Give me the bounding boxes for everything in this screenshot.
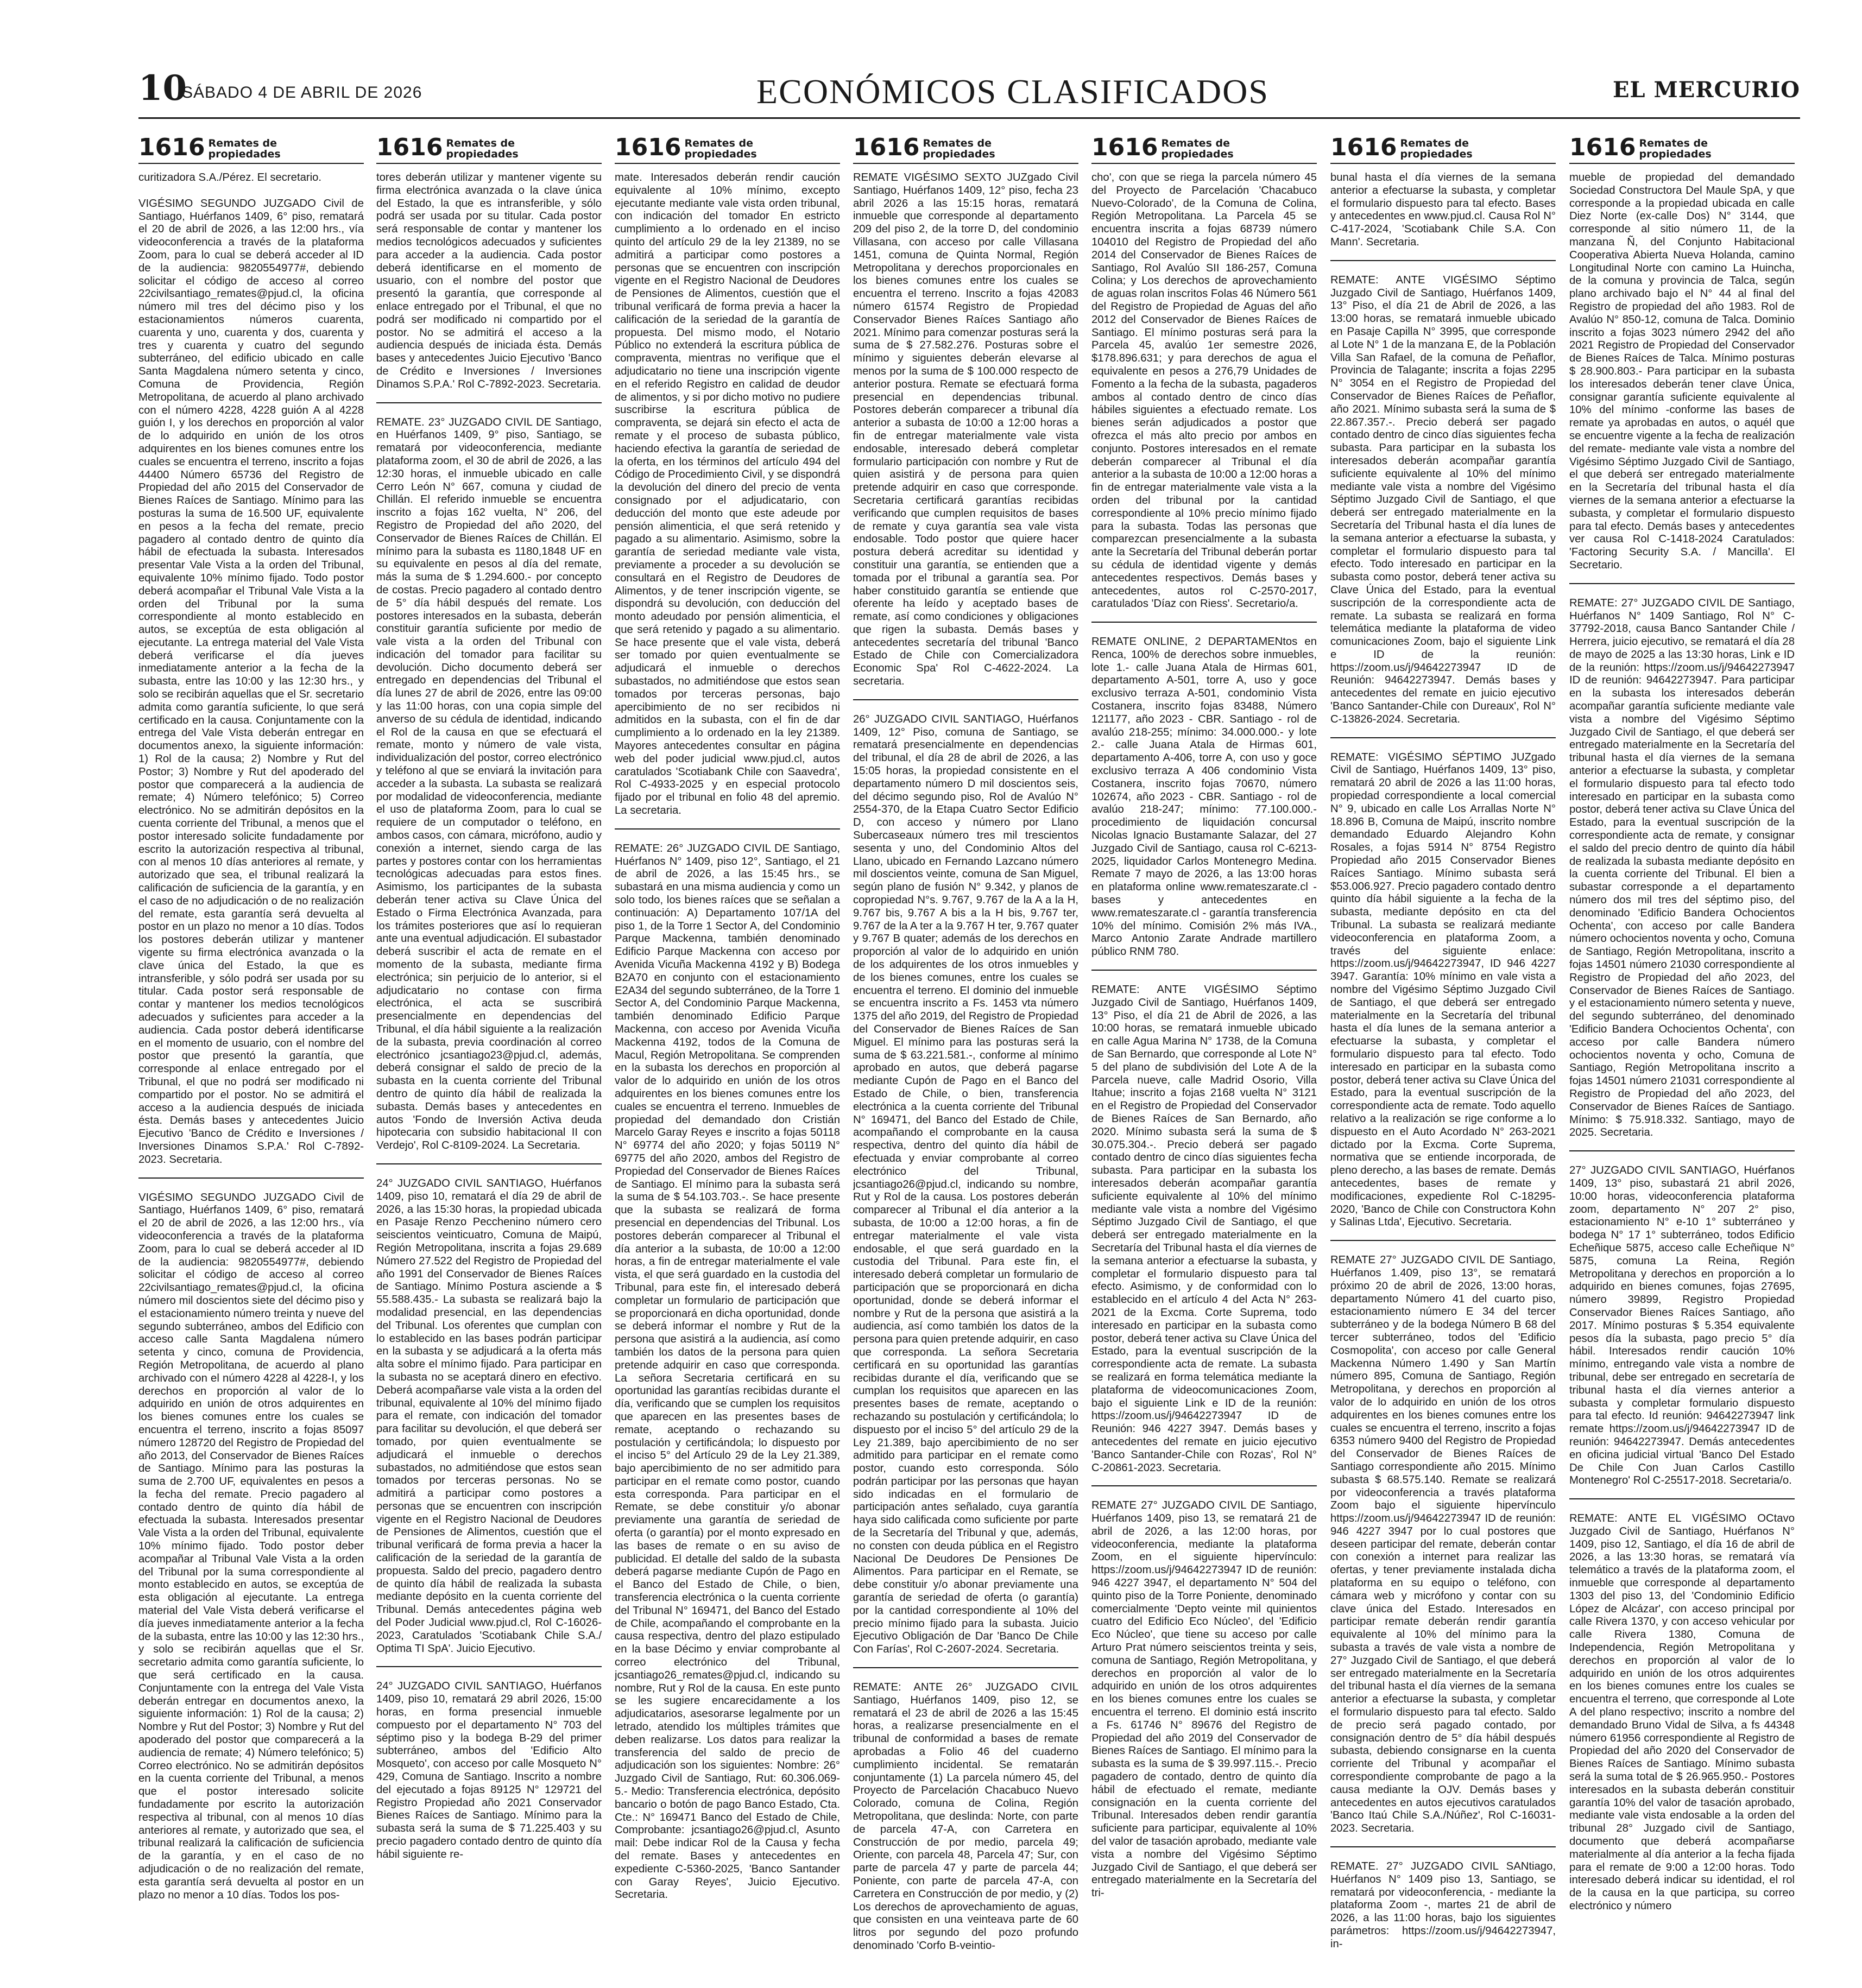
column-header — [138, 126, 364, 164]
column-7 — [1569, 126, 1795, 1974]
column-header — [1091, 126, 1317, 164]
category-name: Remates de propiedades — [1400, 137, 1473, 160]
column-body — [1091, 172, 1317, 1900]
column-5 — [1091, 126, 1317, 1974]
auction-notice: REMATE: 26° JUZGADO CIVIL DE Santiago, Huérfanos N° 1409, piso 12°, Santiago, el 21 de abril de 2026, a las 15:45 hrs., se subastará en una misma audiencia y como un solo todo, los bienes raíces que se señalan a continuación: A) Departamento 107/1A del piso 1, de la Torre 1 Sector A, del Condominio Parque Mackenna, también denominado Edificio Parque Mackenna con acceso por Avenida Vicuña Mackenna 4192 y B) Bodega B2A70 en conjunto con el estacionamiento E2A34 del segundo subterráneo, de la Torre 1 Sector A, del Condominio Parque Mackenna, también denominado Edificio Parque Mackenna, con acceso por Avenida Vicuña Mackenna 4192, todos de la Comuna de Macul, Región Metropolitana. Se comprenden en la subasta los derechos en proporción al valor de lo adquirido en unión de los otros adquirentes en los bienes comunes entre los cuales se encuentra el terreno. Inmuebles de propiedad del demandado don Cristián Marcelo Garay Reyes e inscrito a fojas 50118 N° 69774 del año 2020; y fojas 50119 N° 69775 del año 2020, ambos del Registro de Propiedad del Conservador de Bienes Raíces de Santiago. El mínimo para la subasta será la suma de $ 54.103.703.-. Se hace presente que la subasta se realizará de forma presencial en dependencias del Tribunal. Los postores deberán comparecer al Tribunal el día anterior a la subasta, de 10:00 a 12:00 horas, a fin de entregar materialmente el vale vista, el que será guardado en la custodia del Tribunal, para este fin, el interesado deberá completar un formulario de participación que se proporcionará en dicha oportunidad, donde se deberá informar el nombre y Rut de la persona que asistirá a la audiencia, así como también los datos de la persona para quien pretende adquirir en caso que corresponda. La señora Secretaria certificará en su oportunidad las garantías recibidas durante el día, verificando que se cumplen los requisitos que aparecen en las presentes bases de remate, aceptando o rechazando su postulación y certificándola; lo dispuesto por el inciso 5° del Artículo 29 de la Ley 21.389, bajo apercibimiento de no ser admitido para participar en el remate como postor, cuando esta corresponda. Para participar en el Remate, se debe constituir y/o abonar previamente una garantía de seriedad de oferta (o garantía) por el monto expresado en las bases de remate o en su aviso de publicidad. El detalle del saldo de la subasta deberá pagarse mediante Cupón de Pago en el Banco del Estado de Chile, o bien, transferencia electrónica o la cuenta corriente del Tribunal N° 169471, del Banco del Estado de Chile, acompañando el comprobante en la causa respectiva, dentro del plazo estipulado en la base Décimo y enviar comprobante al correo electrónico del Tribunal, jcsantiago26_remates@pjud.cl, indicando su nombre, Rut y Rol de la causa. En este punto se les sugiere encarecidamente a los adjudicatarios, asesorarse legalmente por un letrado, atendido los múltiples trámites que deben realizarse. Los datos para realizar la transferencia del saldo de precio de adjudicación son los siguientes: Nombre: 26° Juzgado Civil de Santiago, Rut: 60.306.069-5.- Medio: Transferencia electrónica, depósito bancario o botón de pago Banco Estado, Cta. Cte.: N° 169471 Banco del Estado de Chile, Comprobante: jcsantiago26@pjud.cl, Asunto mail: Debe indicar Rol de la Causa y fecha del remate. Bases y antecedentes en expediente C-5360-2025, 'Banco Santander con Garay Reyes', Juicio Ejecutivo. Secretaria. — [615, 842, 840, 1901]
auction-notice: 26° JUZGADO CIVIL SANTIAGO, Huérfanos 1409, 12° Piso, comuna de Santiago, se rematará presencialmente en dependencias del tribunal, el día 28 de abril de 2026, a las 15:05 horas, la propiedad consistente en el departamento número D mil doscientos seis, del décimo segundo piso, Rol de Avalúo N° 2554-370, de la Etapa Cuatro Sector Edificio D, con acceso y número por Llano Subercaseaux número tres mil trescientos sesenta y uno, del Condominio Altos del Llano, ubicado en Fernando Lazcano número mil doscientos veinte, comuna de San Miguel, según plano de fusión N° 9.342, y planos de copropiedad N°s. 9.767, 9.767 de la A a la H, 9.767 bis, 9.767 A bis a la H bis, 9.767 ter, 9.767 de la A ter a la 9.767 H ter, 9.767 quater y 9.767 B quater; además de los derechos en proporción al valor de lo adquirido en unión de los adquirentes de los otros inmuebles y de los bienes comunes, entre los cuales se encuentra el terreno. El dominio del inmueble se encuentra inscrito a Fs. 1453 vta número 1375 del año 2019, del Registro de Propiedad del Conservador de Bienes Raíces de San Miguel. El mínimo para las posturas será la suma de $ 63.221.581.-, conforme al mínimo aprobado en autos, que deberá pagarse mediante Cupón de Pago en el Banco del Estado de Chile, o bien, transferencia electrónica a la cuenta corriente del Tribunal N° 169471, del Banco del Estado de Chile, acompañando el comprobante en la causa respectiva, dentro del quinto día hábil de efectuada y enviar comprobante al correo electrónico del Tribunal, jcsantiago26@pjud.cl, indicando su nombre, Rut y Rol de la causa. Los postores deberán comparecer al Tribunal el día anterior a la subasta, de 10:00 a 12:00 horas, a fin de entregar materialmente el vale vista endosable, el que será guardado en la custodia del Tribunal. Para este fin, el interesado deberá completar un formulario de participación que se proporcionará en dicha oportunidad, donde se deberá informar el nombre y Rut de la persona que asistirá a la audiencia, así como también los datos de la persona para quien pretende adquirir, en caso que corresponda. La señora Secretaria certificará en su oportunidad las garantías recibidas durante el día, verificando que se cumplan los requisitos que aparecen en las presentes bases de remate, aceptando o rechazando su postulación y certificándola; lo dispuesto por el inciso 5° del artículo 29 de la Ley 21.389, bajo apercibimiento de no ser admitido para participar en el remate como postor, cuando esto corresponda. Sólo podrán participar por las personas que hayan sido indicadas en el formulario de participación antes señalado, cuya garantía haya sido calificada como suficiente por parte de la Secretaría del Tribunal y que, además, no consten con deuda pública en el Registro Nacional De Deudores De Pensiones De Alimentos. Para participar en el Remate, se debe constituir y/o abonar previamente una garantía de seriedad de oferta (o garantía) por la cantidad correspondiente al 10% del precio mínimo fijado para la subasta. Juicio Ejecutivo Obligación de Dar 'Banco De Chile Con Farías', Rol C-2607-2024. Secretaria. — [853, 713, 1078, 1656]
page-date: SÁBADO 4 DE ABRIL DE 2026 — [182, 84, 422, 102]
auction-notice: 24° JUZGADO CIVIL SANTIAGO, Huérfanos 1409, piso 10, rematará el día 29 de abril de 2026, a las 15:30 horas, la propiedad ubicada en Pasaje Renzo Pecchenino número cero seiscientos veinticuatro, Comuna de Maipú, Región Metropolitana, inscrita a fojas 29.689 Número 27.522 del Registro de Propiedad del año 1991 del Conservador de Bienes Raíces de Santiago. Mínimo Postura asciende a $ 55.588.435.- La subasta se realizará bajo la modalidad presencial, en las dependencias del Tribunal. Los oferentes que cumplan con lo establecido en las bases podrán participar en la subasta y se adjudicará a la oferta más alta sobre el mínimo fijado. Para participar en la subasta no se aceptará dinero en efectivo. Deberá acompañarse vale vista a la orden del tribunal, equivalente al 10% del mínimo fijado para el remate, con indicación del tomador para facilitar su devolución, el que deberá ser tomado, por quien eventualmente se adjudicará el inmueble o derechos subastados, no admitiéndose que estos sean tomados por terceras personas. No se admitirá a participar como postores a personas que se encuentren con inscripción vigente en el Registro Nacional de Deudores de Pensiones de Alimentos, cuestión que el tribunal verificará de forma previa a hacer la calificación de la seriedad de la garantía de propuesta. Saldo del precio, pagadero dentro de quinto día hábil de realizada la subasta mediante depósito en la cuenta corriente del Tribunal. Demás antecedentes página web del Poder Judicial www.pjud.cl, Rol C-16026-2023, Caratulados 'Scotiabank Chile S.A./ Optima TI SpA'. Juicio Ejecutivo. — [376, 1177, 602, 1655]
auction-notice: REMATE. 27° JUZGADO CIVIL SANtiago, Huérfanos N° 1409 piso 13, Santiago, se rematará por videoconferencia, - mediante la plataforma Zoom -, martes 21 de abril de 2026, a las 11:00 horas, bajo los siguientes parámetros: https://zoom.us/j/94642273947, in- — [1330, 1860, 1556, 1950]
column-6 — [1330, 126, 1556, 1974]
category-name: Remates de propiedades — [1639, 137, 1712, 160]
auction-notice: 24° JUZGADO CIVIL SANTIAGO, Huérfanos 1409, piso 10, rematará 29 abril 2026, 15:00 horas, en forma presencial inmueble compuesto por el departamento N° 703 del séptimo piso y la bodega B-29 del primer subterráneo, ambos del 'Edificio Alto Mosqueto', con acceso por calle Mosqueto N° 429, Comuna de Santiago. Inscrito a nombre del ejecutado a fojas 89125 N° 129721 del Registro Propiedad año 2021 Conservador Bienes Raíces de Santiago. Mínimo para la subasta será la suma de $ 71.225.403 y su precio pagadero contado dentro de quinto día hábil siguiente re- — [376, 1680, 602, 1860]
notice-separator — [1569, 1498, 1795, 1499]
notice-separator — [138, 1177, 364, 1179]
column-4 — [853, 126, 1078, 1974]
category-name: Remates de propiedades — [446, 137, 519, 160]
notice-separator — [376, 1163, 602, 1164]
auction-notice: cho', con que se riega la parcela número 45 del Proyecto de Parcelación 'Chacabuco Nuevo-Colorado', de la Comuna de Colina, Región Metropolitana. La Parcela 45 se encuentra inscrita a fojas 68739 número 104010 del Registro de Propiedad del año 2014 del Conservador de Bienes Raíces de Santiago, Rol Avalúo SII 186-257, Comuna Colina; y Los derechos de aprovechamiento de aguas rolan inscritos Folas 46 Número 561 del Registro de Propiedad de Aguas del año 2012 del Conservador de Bienes Raíces de Santiago. El mínimo posturas será para la Parcela 45, avalúo 1er semestre 2026, $178.896.631; y para derechos de agua el equivalente en pesos a 276,79 Unidades de Fomento a la fecha de la subasta, pagaderos ambos al contado dentro de cinco días hábiles siguientes a efectuado remate. Los bienes serán adjudicados a postor que ofrezca el más alto precio por ambos en conjunto. Postores interesados en el remate deberán comparecer al Tribunal el día anterior a la subasta de 10:00 a 12:00 horas a fin de entregar materialmente vale vista a la orden del tribunal por la cantidad correspondiente al 10% precio mínimo fijado para la subasta. Todas las personas que comparezcan presencialmente a la subasta ante la Secretaría del Tribunal deberán portar su cédula de identidad vigente y demás antecedentes respectivos. Demás bases y antecedentes, autos rol C-2570-2017, caratulados 'Díaz con Riess'. Secretario/a. — [1091, 172, 1317, 610]
column-header — [853, 126, 1078, 164]
notice-separator — [1091, 1485, 1317, 1486]
column-body — [138, 172, 364, 1902]
auction-notice: bunal hasta el día viernes de la semana anterior a efectuarse la subasta, y completar el formulario dispuesto para tal efecto. Bases y antecedentes en www.pjud.cl. Causa Rol N° C-417-2024, 'Scotiabank Chile S.A. Con Mann'. Secretaria. — [1330, 172, 1556, 248]
auction-notice: mate. Interesados deberán rendir caución equivalente al 10% mínimo, excepto ejecutante mediante vale vista orden tribunal, con indicación del tomador En estricto cumplimiento a lo ordenado en el inciso quinto del artículo 29 de la ley 21389, no se admitirá a participar como postores a personas que se encuentren con inscripción vigente en el Registro Nacional de Deudores de Pensiones de Alimentos, cuestión que el tribunal verificará de forma previa a hacer la calificación de la seriedad de la garantía de propuesta. Del mismo modo, el Notario Público no extenderá la escritura pública de compraventa, mientras no verifique que el adjudicatario no tiene una inscripción vigente en el referido Registro en calidad de deudor de alimentos, y si por dicho motivo no pudiere suscribirse la escritura pública de compraventa, se dejará sin efecto el acta de remate y el proceso de subasta público, haciendo efectiva la garantía de seriedad de la oferta, en los términos del artículo 494 del Código de Procedimiento Civil, y se dispondrá la devolución del dinero del precio de venta consignado por el adjudicatario, con deducción del monto que este adeude por pensión alimenticia, el que será retenido y pagado a su alimentario. Asimismo, sobre la garantía de seriedad mediante vale vista, previamente a proceder a su devolución se consultará en el Registro de Deudores de Alimentos, y de tener inscripción vigente, se dispondrá su devolución, con deducción del monto adeudado por pensión alimenticia, el que será retenido y pagado a su alimentario. Se hace presente que el vale vista, deberá ser tomado por quien eventualmente se adjudicará el inmueble o derechos subastados, no admitiéndose que estos sean tomados por terceras personas, bajo apercibimiento de no ser recibidos ni admitidos en la subasta, con el fin de dar cumplimiento a lo ordenado en la ley 21389. Mayores antecedentes consultar en página web del poder judicial www.pjud.cl, autos caratulados 'Scotiabank Chile con Saavedra', Rol C-4933-2025 y en especial protocolo fijado por el tribunal en folio 48 del apremio. La secretaria. — [615, 172, 840, 817]
auction-notice: REMATE 27° JUZGADO CIVIL DE Santiago, Huérfanos 1.409, piso 13°, se rematará próximo 20 de abril de 2026, 13:00 horas, departamento Número 41 del cuarto piso, estacionamiento número E 34 del tercer subterráneo y de la bodega Número B 68 del tercer subterráneo, todos del 'Edificio Cosmopolita', con acceso por calle General Mackenna Número 1.490 y San Martín número 895, Comuna de Santiago, Región Metropolitana, y derechos en proporción al valor de lo adquirido en unión de los otros adquirentes en los bienes comunes entre los cuales se encuentra el terreno, inscrito a fojas 6353 número 9400 del Registro de Propiedad del Conservador de Bienes Raíces de Santiago correspondiente año 2015. Mínimo subasta $ 68.575.140. Remate se realizará por videoconferencia a través plataforma Zoom bajo el siguiente hipervínculo https://zoom.us/j/94642273947 ID de reunión: 946 4227 3947 por lo cual postores que deseen participar del remate, deberán contar con conexión a internet para realizar las ofertas, y tener previamente instalada dicha plataforma en su equipo o teléfono, con cámara web y micrófono y contar con su clave única del Estado. Interesados en participar remate deberán rendir garantía equivalente al 10% del mínimo para la subasta a través de vale vista a nombre de 27° Juzgado Civil de Santiago, el que deberá ser entregado materialmente en la Secretaría del tribunal hasta el día viernes de la semana anterior a efectuarse la subasta, y completar el formulario dispuesto para tal efecto. Saldo de precio será pagado contado, por consignación dentro de 5° día hábil después subasta, debiendo consignarse en la cuenta corriente del Tribunal y acompañar el correspondiente comprobante de pago a la causa mediante la OJV. Demás bases y antecedentes en autos ejecutivos caratulados 'Banco Itaú Chile S.A./Núñez', Rol C-16031-2023. Secretaria. — [1330, 1254, 1556, 1835]
category-name: Remates de propiedades — [923, 137, 995, 160]
column-header — [376, 126, 602, 164]
column-header — [615, 126, 840, 164]
auction-notice: REMATE: ANTE 26° JUZGADO CIVIL Santiago, Huérfanos 1409, piso 12, se rematará el 23 de abril de 2026 a las 15:45 horas, a realizarse presencialmente en el tribunal de conformidad a bases de remate aprobadas a Folio 46 del cuaderno cumplimiento incidental. Se rematarán conjuntamente (1) La parcela número 45, del Proyecto de Parcelación Chacabuco Nuevo Colorado, comuna de Colina, Región Metropolitana, que deslinda: Norte, con parte de parcela 47-A, con Carretera en Construcción de por medio, parcela 49; Oriente, con parcela 48, Parcela 47; Sur, con parte de parcela 47 y parte de parcela 44; Poniente, con parte de parcela 47-A, con Carretera en Construcción de por medio, y (2) Los derechos de aprovechamiento de aguas, que consisten en una veinteava parte de 60 litros por segundo del pozo profundo denominado 'Corfo B-veintio- — [853, 1681, 1078, 1952]
auction-notice: REMATE ONLINE, 2 DEPARTAMENtos en Renca, 100% de derechos sobre inmuebles, lote 1.- calle Juana Atala de Hirmas 601, departamento A-501, torre A, uso y goce exclusivo terraza A-501, condominio Vista Costanera, inscrito fojas 83488, Número 121177, año 2023 - CBR. Santiago - rol de avalúo 218-255; mínimo: 34.000.000.- y lote 2.- calle Juana Atala de Hirmas 601, departamento A-406, torre A, con uso y goce exclusivo terraza A 406 condominio Vista Costanera, inscrito fojas 70670, número 102674, año 2023 - CBR. Santiago - rol de avalúo 218-247; mínimo: 77.100.000.- procedimiento de liquidación concursal Nicolas Ignacio Bustamante Salazar, del 27 Juzgado Civil de Santiago, causa rol C-6213-2025, liquidador Carlos Montenegro Medina. Remate 7 mayo de 2026, a las 13:00 horas en plataforma online www.remateszarate.cl - bases y antecedentes en www.remateszarate.cl - garantía transferencia 10% del mínimo. Comisión 2% más IVA., Marco Antonio Zarate Andrade martillero público RNM 780. — [1091, 636, 1317, 958]
notice-separator — [615, 828, 840, 830]
auction-notice: REMATE: ANTE VIGÉSIMO Séptimo Juzgado Civil de Santiago, Huérfanos 1409, 13° Piso, el día 21 de Abril de 2026, a las 13:00 horas, se rematará inmueble ubicado en Pasaje Capilla N° 3995, que corresponde al Lote N° 1 de la manzana E, de la Población Villa San Rafael, de la comuna de Peñaflor, Provincia de Talagante; inscrita a fojas 2295 N° 3054 en el Registro de Propiedad del Conservador de Bienes Raíces de Peñaflor, año 2021. Mínimo subasta será la suma de $ 22.867.357.-. Precio deberá ser pagado contado dentro de cinco días siguientes fecha subasta. Para participar en la subasta los interesados deberán acompañar garantía suficiente equivalente al 10% del mínimo mediante vale vista a nombre del Vigésimo Séptimo Juzgado Civil de Santiago, el que deberá ser entregado materialmente en la Secretaría del Tribunal hasta el día lunes de la semana anterior a efectuarse la subasta, y completar el formulario dispuesto para tal efecto. Todo interesado en participar en la subasta como postor, deberá tener activa su Clave Única del Estado, para la eventual suscripción de la correspondiente acta de remate. La subasta se realizará en forma telemática mediante la plataforma de video comunicaciones Zoom, bajo el siguiente Link e ID de la reunión: https://zoom.us/j/94642273947 ID de Reunión: 94642273947. Demás bases y antecedentes del remate en juicio ejecutivo 'Banco Santander-Chile con Dureaux', Rol N° C-13826-2024. Secretaria. — [1330, 274, 1556, 725]
column-header — [1569, 126, 1795, 164]
category-code: 1616 — [1091, 134, 1158, 161]
auction-notice: REMATE: ANTE EL VIGÉSIMO OCtavo Juzgado Civil de Santiago, Huérfanos N° 1409, piso 12, Santiago, el día 16 de abril de 2026, a las 13:30 horas, se rematará vía telemático a través de la plataforma zoom, el inmueble que corresponde al departamento 1303 del piso 13, del 'Condominio Edificio López de Alcázar', con acceso principal por calle Rivera 1370, y con acceso vehicular por calle Rivera 1380, Comuna de Independencia, Región Metropolitana y derechos en proporción al valor de lo adquirido en unión de los otros adquirentes en los bienes comunes entre los cuales se encuentra el terreno, que corresponde al Lote A del plano respectivo; inscrito a nombre del demandado Bruno Vidal de Silva, a fs 44348 número 61956 correspondiente al Registro de Propiedad del año 2020 del Conservador de Bienes Raíces de Santiago. Mínimo subasta será la suma total de $ 26.965.950.- Postores interesados en la subasta deberán constituir garantía 10% del valor de tasación aprobado, mediante vale vista endosable a la orden del tribunal 28° Juzgado civil de Santiago, documento que deberá acompañarse materialmente al día anterior a la fecha fijada para el remate de 9:00 a 12:00 horas. Todo interesado deberá indicar su identidad, el rol de la causa en la que participa, su correo electrónico y número — [1569, 1512, 1795, 1912]
column-1 — [138, 126, 364, 1974]
notice-separator — [1330, 1240, 1556, 1241]
category-code: 1616 — [138, 134, 205, 161]
spacer — [138, 185, 364, 198]
auction-notice: 27° JUZGADO CIVIL SANTIAGO, Huérfanos 1409, 13° piso, subastará 21 abril 2026, 10:00 horas, videoconferencia plataforma zoom, departamento N° 207 2° piso, estacionamiento N° e-10 1° subterráneo y bodega N° 17 1° subterráneo, todos Edificio Echeñique 5875, acceso calle Echeñique N° 5875, comuna La Reina, Región Metropolitana y derechos en proporción a lo adquirido en bienes comunes, fojas 27695, número 39899, Registro Propiedad Conservador Bienes Raíces Santiago, año 2017. Mínimo posturas $ 5.354 equivalente pesos día la subasta, pago precio 5° día hábil. Interesados rendir caución 10% mínimo, entregando vale vista a nombre de tribunal, debe ser entregado en secretaría de tribunal hasta el día viernes anterior a subasta y completar formulario dispuesto para tal efecto. Id reunión: 94642273947 link remate https://zoom.us/j/94642273947 ID de reunión: 94642273947. Demás antecedentes en oficina judicial virtual 'Banco Del Estado De Chile Con Juan Carlos Castillo Montenegro' Rol C-25517-2018. Secretaria/o. — [1569, 1164, 1795, 1487]
column-2 — [376, 126, 602, 1974]
notice-separator — [1330, 1846, 1556, 1847]
category-code: 1616 — [376, 134, 443, 161]
masthead — [138, 69, 1800, 113]
category-code: 1616 — [615, 134, 681, 161]
auction-notice: VIGÉSIMO SEGUNDO JUZGADO Civil de Santiago, Huérfanos 1409, 6° piso, rematará el 20 de abril de 2026, a las 12:00 hrs., vía videoconferencia a través de la plataforma Zoom, para lo cual se deberá acceder al ID de la audiencia: 9820554977#, debiendo solicitar el código de acceso al correo 22civilsantiago_remates@pjud.cl, la oficina número mil tres del décimo piso y los estacionamientos números cuarenta, cuarenta y uno, cuarenta y dos, cuarenta y tres y cuarenta y cuatro del segundo subterráneo, del edificio ubicado en calle Santa Magdalena número setenta y cinco, Comuna de Providencia, Región Metropolitana, de acuerdo al plano archivado con el número 4228, 4228 guión A al 4228 guión I, y los derechos en proporción al valor de lo adquirido en unión de los otros adquirentes en los bienes comunes entre los cuales se encuentra el terreno, inscrito a fojas 44400 Número 65736 del Registro de Propiedad del año 2015 del Conservador de Bienes Raíces de Santiago. Mínimo para las posturas la suma de 16.500 UF, equivalente en pesos a la fecha del remate, precio pagadero al contado dentro de quinto día hábil de efectuada la subasta. Interesados presentar Vale Vista a la orden del Tribunal, equivalente 10% mínimo fijado. Todo postor deberá acompañar el Tribunal Vale Vista a la orden del Tribunal por la suma correspondiente al monto establecido en autos, se exceptúa de esta obligación al ejecutante. La entrega material del Vale Vista deberá verificarse el día jueves inmediatamente anterior a la fecha de la subasta, entre las 10:00 y las 12:30 hrs., y solo se recibirán aquellas que el Sr. secretario admita como garantía suficiente, lo que será certificado en la causa. Conjuntamente con la entrega del Vale Vista deberán entregar en documentos anexo, la siguiente información: 1) Rol de la causa; 2) Nombre y Rut del Postor; 3) Nombre y Rut del apoderado del postor que comparecerá a la audiencia de remate; 4) Número telefónico; 5) Correo electrónico. No se admitirán depósitos en la cuenta corriente del Tribunal, a menos que el postor interesado solicite fundadamente por escrito la autorización respectiva al tribunal, con al menos 10 días anteriores al remate, y autorizado que sea, el tribunal realizará la calificación de suficiencia de la garantía, y en el caso de no adjudicación o de no realización del remate, esta garantía será devuelta al postor en un plazo no menor a 10 días. Todos los postores deberán utilizar y mantener vigente su firma electrónica avanzada o la clave única del Estado, la que es intransferible, y sólo podrá ser usada por su titular. Cada postor será responsable de contar y mantener los medios tecnológicos adecuados y suficientes para acceder a la audiencia. Cada postor deberá identificarse en el momento de usuario, con el nombre del postor que presentó la garantía, que corresponde al enlace entregado por el Tribunal, el que no podrá ser modificado ni compartido por el postor. No se admitirá el acceso a la audiencia después de iniciada ésta. Demás bases y antecedentes Juicio Ejecutivo 'Banco de Crédito e Inversiones / Inversiones Dinamos S.P.A.' Rol C-7892-2023. Secretaria. — [138, 197, 364, 1166]
newspaper-logo: EL MERCURIO — [1612, 77, 1800, 103]
column-header — [1330, 126, 1556, 164]
notice-separator — [1569, 1150, 1795, 1151]
category-code: 1616 — [853, 134, 920, 161]
notice-separator — [853, 699, 1078, 700]
column-3 — [615, 126, 840, 1974]
column-body — [376, 172, 602, 1862]
auction-notice: REMATE 27° JUZGADO CIVIL DE Santiago, Huérfanos 1409, piso 13, se rematará 21 de abril de 2026, a las 12:00 horas, por videoconferencia, mediante la plataforma Zoom, en el siguiente hipervínculo: https://zoom.us/j/94642273947 ID de reunión: 946 4227 3947, el departamento N° 504 del quinto piso de la Torre Poniente, denominado comercialmente 'Depto veinte mil quinientos cuatro del Edificio Eco Núcleo', del 'Edificio Eco Núcleo', que tiene su acceso por calle Arturo Prat número seiscientos treinta y seis, comuna de Santiago, Región Metropolitana, y derechos en proporción al valor de lo adquirido en unión de los otros adquirentes en los bienes comunes entre los cuales se encuentra el terreno. El dominio está inscrito a Fs. 61746 N° 89676 del Registro de Propiedad del año 2019 del Conservador de Bienes Raíces de Santiago. El mínimo para la subasta es la suma de $ 39.997.115.-. Precio pagadero de contado, dentro de quinto día hábil de efectuado el remate, mediante consignación en la cuenta corriente del Tribunal. Interesados deben rendir garantía suficiente para participar, equivalente al 10% del valor de tasación aprobado, mediante vale vista a nombre del Vigésimo Séptimo Juzgado Civil de Santiago, el que deberá ser entregado materialmente en la Secretaría del tri- — [1091, 1499, 1317, 1900]
category-code: 1616 — [1569, 134, 1636, 161]
notice-separator — [1330, 737, 1556, 738]
auction-notice: tores deberán utilizar y mantener vigente su firma electrónica avanzada o la clave única del Estado, la que es intransferible, y sólo podrá ser usada por su titular. Cada postor será responsable de contar y mantener los medios tecnológicos adecuados y suficientes para acceder a la audiencia. Cada postor deberá identificarse en el momento de usuario, con el nombre del postor que presentó la garantía, que corresponde al enlace entregado por el Tribunal, el que no podrá ser modificado ni compartido por el postor. No se admitirá el acceso a la audiencia después de iniciada ésta. Demás bases y antecedentes Juicio Ejecutivo 'Banco de Crédito e Inversiones / Inversiones Dinamos S.P.A.' Rol C-7892-2023. Secretaria. — [376, 172, 602, 390]
category-name: Remates de propiedades — [1161, 137, 1234, 160]
notice-separator — [1091, 622, 1317, 623]
notice-separator — [376, 402, 602, 403]
auction-notice: REMATE: ANTE VIGÉSIMO Séptimo Juzgado Civil de Santiago, Huérfanos 1409, 13° Piso, el día 21 de Abril de 2026, a las 10:00 horas, se rematará inmueble ubicado en calle Agua Marina N° 1738, de la Comuna de San Bernardo, que corresponde al Lote N° 5 del plano de subdivisión del Lote A de la Parcela nueve, calle Madrid Osorio, Villa Itahue; inscrito a fojas 2168 vuelta N° 3121 en el Registro de Propiedad del Conservador de Bienes Raíces de San Bernardo, año 2020. Mínimo subasta será la suma de $ 30.075.304.-. Precio deberá ser pagado contado dentro de cinco días siguientes fecha subasta. Para participar en la subasta los interesados deberán acompañar garantía suficiente equivalente al 10% del mínimo mediante vale vista a nombre del Vigésimo Séptimo Juzgado Civil de Santiago, el que deberá ser entregado materialmente en la Secretaría del Tribunal hasta el día viernes de la semana anterior a efectuarse la subasta, y completar el formulario dispuesto para tal efecto. Asimismo, y de conformidad con lo establecido en el artículo 4 del Acta N° 263-2021 de la Excma. Corte Suprema, todo interesado en participar en la subasta como postor, deberá tener activa su Clave Única del Estado, para la eventual suscripción de la correspondiente acta de remate. La subasta se realizará en forma telemática mediante la plataforma de videocomunicaciones Zoom, bajo el siguiente Link e ID de la reunión: https://zoom.us/j/94642273947 ID de Reunión: 946 4227 3947. Demás bases y antecedentes del remate en juicio ejecutivo 'Banco Santander-Chile con Rozas', Rol N° C-20861-2023. Secretaria. — [1091, 984, 1317, 1474]
column-body — [853, 172, 1078, 1953]
auction-notice: REMATE VIGÉSIMO SEXTO JUZgado Civil Santiago, Huérfanos 1409, 12° piso, fecha 23 abril 2026 a las 15:15 horas, rematará inmueble que corresponde al departamento 209 del piso 2, de la torre D, del condominio Villasana, con acceso por calle Villasana 1451, comuna de Quinta Normal, Región Metropolitana y derechos proporcionales en los bienes comunes entre los cuales se encuentra el terreno. Inscrito a fojas 42083 número 61574 Registro de Propiedad Conservador Bienes Raíces Santiago año 2021. Mínimo para comenzar posturas será la suma de $ 27.582.276. Posturas sobre el mínimo y siguientes deberán elevarse al menos por la suma de $ 100.000 respecto de anterior postura. Remate se efectuará forma presencial en dependencias tribunal. Postores deberán comparecer a tribunal día anterior a subasta de 10:00 a 12:00 horas a fin de entregar materialmente vale vista endosable, interesado deberá completar formulario participación con nombre y Rut de quien asistirá y de persona para quien pretende adquirir en caso que corresponde. Secretaria certificará garantías recibidas verificando que cumplen requisitos de bases de remate y cuya garantía sea vale vista endosable. Todo postor que quiere hacer postura deberá acreditar su identidad y constituir una garantía, se entienden que a tomada por el tribunal a garantía sea. Por haber constituido garantía se entiende que oferente ha leído y aceptado bases de remate, así como condiciones y obligaciones que rigen la subasta. Demás bases y antecedentes secretaría del tribunal 'Banco Estado de Chile con Comercializadora Economic Spa' Rol C-4622-2024. La secretaria. — [853, 172, 1078, 688]
category-code: 1616 — [1330, 134, 1397, 161]
notice-separator — [376, 1666, 602, 1667]
auction-notice: REMATE. 23° JUZGADO CIVIL DE Santiago, en Huérfanos 1409, 9° piso, Santiago, se rematará por videoconferencia, mediante plataforma zoom, el 30 de abril de 2026, a las 12:30 horas, el inmueble ubicado en calle Cerro León N° 667, comuna y ciudad de Chillán. El referido inmueble se encuentra inscrito a fojas 162 vuelta, N° 206, del Registro de Propiedad del año 2020, del Conservador de Bienes Raíces de Chillán. El mínimo para la subasta es 1180,1848 UF en su equivalente en pesos al día del remate, más la suma de $ 1.294.600.- por concepto de costas. Precio pagadero al contado dentro de 5° día hábil después del remate. Los postores interesados en la subasta, deberán constituir garantía suficiente por medio de vale vista a la orden del Tribunal con indicación del tomador para facilitar su devolución. Dicho documento deberá ser entregado en dependencias del Tribunal el día lunes 27 de abril de 2026, entre las 09:00 y las 11:00 horas, con una copia simple del anverso de su cédula de identidad, indicando el Rol de la causa en que se efectuará el remate, monto y número de vale vista, individualización del postor, correo electrónico y teléfono al que se enviará la invitación para acceder a la subasta. La subasta se realizará por modalidad de videoconferencia, mediante el uso de plataforma Zoom, para lo cual se requiere de un computador o teléfono, en ambos casos, con cámara, micrófono, audio y conexión a internet, siendo carga de las partes y postores contar con los herramientas tecnológicas adecuadas para estos fines. Asimismo, los participantes de la subasta deberán tener activa su Clave Única del Estado o Firma Electrónica Avanzada, para los trámites posteriores que así lo requieran ante una eventual adjudicación. El subastador deberá suscribir el acta de remate en el momento de la subasta, mediante firma electrónica; sin perjuicio de lo anterior, si el adjudicatario no contase con firma electrónica, el acta se suscribirá presencialmente en dependencias del Tribunal, el día hábil siguiente a la realización de la subasta, previa coordinación al correo electrónico jcsantiago23@pjud.cl, además, deberá consignar el saldo de precio de la subasta en la cuenta corriente del Tribunal dentro de quinto día hábil de realizada la subasta. Demás bases y antecedentes en autos 'Fondo de Inversión Activa deuda hipotecaria con subsidio habitacional II con Verdejo', Rol C-8109-2024. La Secretaria. — [376, 416, 602, 1152]
page-number: 10 — [138, 68, 187, 109]
auction-notice: REMATE: VIGÉSIMO SÉPTIMO JUZgado Civil de Santiago, Huérfanos 1409, 13° piso, rematará 20 abril de 2026 a las 11:00 horas, propiedad correspondiente a local comercial N° 9, ubicado en calle Los Arrallas Norte N° 18.896 B, Comuna de Maipú, inscrito nombre demandado Eduardo Alejandro Kohn Rosales, a fojas 5914 N° 8754 Registro Propiedad año 2015 Conservador Bienes Raíces Santiago. Mínimo subasta será $53.006.927. Precio pagadero contado dentro quinto día hábil siguiente a la fecha de la subasta, mediante depósito en cta del Tribunal. La subasta se realizará mediante videoconferencia en plataforma Zoom, a través del siguiente enlace: https://zoom.us/j/94642273947, ID 946 4227 3947. Garantía: 10% mínimo en vale vista a nombre del Vigésimo Séptimo Juzgado Civil de Santiago, el que deberá ser entregado materialmente en la Secretaría del tribunal hasta el día lunes de la semana anterior a efectuarse la subasta, y completar el formulario dispuesto para tal efecto. Todo interesado en participar en la subasta como postor, deberá tener activa su Clave Única del Estado, para la eventual suscripción de la correspondiente acta de remate. Todo aquello relativo a la realización se rige conforme a lo dispuesto en el Auto Acordado N° 263-2021 dictado por la Excma. Corte Suprema, normativa que se entiende incorporada, de pleno derecho, a las bases de remate. Demás antecedentes, bases de remate y modificaciones, expediente Rol C-18295-2020, 'Banco de Chile con Constructora Kohn y Salinas Ltda', Ejecutivo. Secretaria. — [1330, 751, 1556, 1229]
notice-separator — [1569, 583, 1795, 584]
auction-notice: REMATE: 27° JUZGADO CIVIL DE Santiago, Huérfanos N° 1409 Santiago, Rol N° C-37792-2018, causa Banco Santander Chile / Herrera, juicio ejecutivo, se rematará el día 28 de mayo de 2025 a las 13:30 horas, Link e ID de la reunión: https://zoom.us/j/94642273947 ID de reunión: 94642273947. Para participar en la subasta los interesados deberán acompañar garantía suficiente mediante vale vista a nombre del Vigésimo Séptimo Juzgado Civil de Santiago, el que deberá ser entregado materialmente en la Secretaría del tribunal hasta el día viernes de la semana anterior a efectuarse la subasta, y completar el formulario dispuesto para tal efecto todo interesado en participar en la subasta como postor, deberá tener activa su Clave Única del Estado, para la eventual suscripción de la correspondiente acta de remate, y consignar el saldo del precio dentro de quinto día hábil de realizada la subasta mediante depósito en la cuenta corriente del Tribunal. El bien a subastar corresponde a el departamento número dos mil tres del séptimo piso, del denominado 'Edificio Bandera Ochocientos Ochenta', con acceso por calle Bandera número ochocientos noventa y ocho, Comuna de Santiago, Región Metropolitana, inscrito a fojas 14501 número 21030 correspondiente al Registro de Propiedad del año 2023, del Conservador de Bienes Raíces de Santiago. y el estacionamiento número setenta y nueve, del segundo subterráneo, del denominado 'Edificio Bandera Ochocientos Ochenta', con acceso por calle Bandera número ochocientos noventa y ocho, Comuna de Santiago, Región Metropolitana inscrito a fojas 14501 número 21031 correspondiente al Registro de Propiedad del año 2023, del Conservador de Bienes Raíces de Santiago. Mínimo: $ 75.918.332. Santiago, mayo de 2025. Secretaria. — [1569, 597, 1795, 1139]
notice-separator — [1330, 260, 1556, 261]
category-name: Remates de propiedades — [208, 137, 281, 160]
category-name: Remates de propiedades — [684, 137, 757, 160]
auction-notice: mueble de propiedad del demandado Sociedad Constructora Del Maule SpA, y que corresponde a la propiedad ubicada en calle Diez Norte (ex-calle Dos) N° 3144, que corresponde al sitio número 11, de la manzana Ñ, del Conjunto Habitacional Cooperativa Abierta Nueva Holanda, camino Longitudinal Norte con camino La Huincha, de la comuna y provincia de Talca, según plano archivado bajo el N° 44 al final del Registro de propiedad del año 1983. Rol de Avalúo N° 850-12, comuna de Talca. Dominio inscrito a fojas 3023 número 2942 del año 2021 Registro de Propiedad del Conservador de Bienes Raíces de Talca. Mínimo posturas $ 28.900.803.- Para participar en la subasta los interesados deberán tener clave Única, consignar garantía suficiente equivalente al 10% del mínimo -conforme las bases de remate ya aprobadas en autos, o aquél que se encuentre vigente a la fecha de realización del remate- mediante vale vista a nombre del Vigésimo Séptimo Juzgado Civil de Santiago, el que deberá ser entregado materialmente en la Secretaría del tribunal hasta el día viernes de la semana anterior a efectuarse la subasta, y completar el formulario dispuesto para tal efecto. Demás bases y antecedentes ver causa Rol C-1418-2024 Caratulados: 'Factoring Security S.A. / Mancilla'. El Secretario. — [1569, 172, 1795, 571]
masthead-rule — [138, 117, 1800, 119]
auction-notice: curitizadora S.A./Pérez. El secretario. — [138, 172, 322, 183]
notice-separator — [1091, 970, 1317, 971]
column-body — [615, 172, 840, 1902]
auction-notice: VIGÉSIMO SEGUNDO JUZGADO Civil de Santiago, Huérfanos 1409, 6° piso, rematará el 20 de abril de 2026, a las 12:00 hrs., vía videoconferencia a través de la plataforma Zoom, para lo cual se deberá acceder al ID de la audiencia: 9820554977#, debiendo solicitar el código de acceso al correo 22civilsantiago_remates@pjud.cl, la oficina número mil doscientos siete del décimo piso y el estacionamiento número treinta y nueve del segundo subterráneo, ambos del Edificio con acceso calle Santa Magdalena número setenta y cinco, comuna de Providencia, Región Metropolitana, de acuerdo al plano archivado con el número 4228 al 4228-I, y los derechos en proporción al valor de lo adquirido en unión de otros adquirentes en los bienes comunes entre los cuales se encuentra el terreno, inscrito a fojas 85097 número 128720 del Registro de Propiedad del año 2013, del Conservador de Bienes Raíces de Santiago. Mínimo para las posturas la suma de 2.700 UF, equivalentes en pesos a la fecha del remate. Precio pagadero al contado dentro de quinto día hábil de efectuada la subasta. Interesados presentar Vale Vista a la orden del Tribunal, equivalente 10% mínimo fijado. Todo postor deber acompañar al Tribunal Vale Vista a la orden del Tribunal por la suma correspondiente al monto establecido en autos, se exceptúa de esta obligación al ejecutante. La entrega material del Vale Vista deberá verificarse el día jueves inmediatamente anterior a la fecha de la subasta, entre las 10:00 y las 12:30 hrs., y solo se recibirán aquellas que el Sr. secretario admita como garantía suficiente, lo que será certificado en la causa. Conjuntamente con la entrega del Vale Vista deberán entregar en documentos anexo, la siguiente información: 1) Rol de la causa; 2) Nombre y Rut del Postor; 3) Nombre y Rut del apoderado del postor que comparecerá a la audiencia de remate; 4) Número telefónico; 5) Correo electrónico. No se admitirán depósitos en la cuenta corriente del Tribunal, a menos que el postor interesado solicite fundadamente por escrito la autorización respectiva al tribunal, con al menos 10 días anteriores al remate, y autorizado que sea, el tribunal realizará la calificación de suficiencia de la garantía, y en el caso de no adjudicación o de no realización del remate, esta garantía será devuelta al postor en un plazo no menor a 10 días. Todos los pos- — [138, 1191, 364, 1901]
column-body — [1569, 172, 1795, 1913]
column-body — [1330, 172, 1556, 1951]
section-title: ECONÓMICOS CLASIFICADOS — [756, 72, 1269, 111]
notice-separator — [853, 1667, 1078, 1668]
